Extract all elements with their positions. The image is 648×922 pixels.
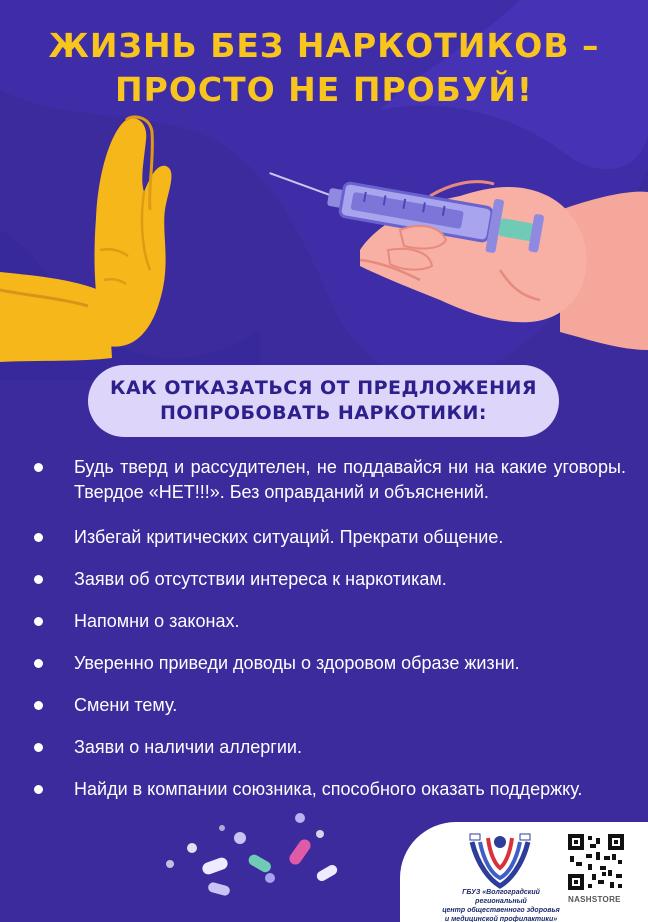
subtitle-line-2: ПОПРОБОВАТЬ НАРКОТИКИ: (159, 402, 487, 424)
title-line-1: ЖИЗНЬ БЕЗ НАРКОТИКОВ – (48, 26, 600, 65)
list-item (30, 455, 626, 505)
bullet-icon (34, 743, 43, 752)
tip-text: Смени тему. (74, 695, 178, 715)
list-item (30, 609, 626, 634)
bullet-icon (34, 785, 43, 794)
organization-line-1: ГБУЗ «Волгоградский региональный (462, 889, 540, 905)
organization-line-3: и медицинской профилактики» (444, 916, 558, 922)
organization-name (438, 888, 564, 922)
organization-card (400, 822, 648, 922)
title-line-2: ПРОСТО НЕ ПРОБУЙ! (115, 70, 533, 109)
list-item (30, 651, 626, 676)
list-item (30, 693, 626, 718)
store-label: NASHSTORE (568, 895, 621, 904)
tip-text: Заяви о наличии аллергии. (74, 737, 302, 757)
bullet-icon (34, 575, 43, 584)
tip-text: Будь тверд и рассудителен, не поддавайся ни на какие уговоры. Твердое «НЕТ!!!». Без оправданий и объяснений. (74, 457, 626, 502)
tip-text: Уверенно приведи доводы о здоровом образе жизни. (74, 653, 520, 673)
list-item (30, 525, 626, 550)
list-item (30, 567, 626, 592)
page-title (0, 24, 648, 112)
tip-text: Найди в компании союзника, способного оказать поддержку. (74, 779, 583, 799)
bullet-icon (34, 533, 43, 542)
list-item (30, 777, 626, 802)
tip-text: Избегай критических ситуаций. Прекрати общение. (74, 527, 504, 547)
subtitle-box (88, 365, 559, 437)
pills-illustration (150, 808, 350, 922)
bullet-icon (34, 617, 43, 626)
organization-line-2: центр общественного здоровья (442, 907, 560, 914)
tips-list (30, 455, 626, 802)
tip-text: Напомни о законах. (74, 611, 240, 631)
qr-code-icon (568, 834, 624, 890)
bullet-icon (34, 701, 43, 710)
subtitle-line-1: КАК ОТКАЗАТЬСЯ ОТ ПРЕДЛОЖЕНИЯ (109, 377, 538, 399)
organization-logo-icon (460, 828, 540, 890)
hands-syringe-illustration (0, 100, 648, 380)
bullet-icon (34, 463, 43, 472)
bullet-icon (34, 659, 43, 668)
tip-text: Заяви об отсутствии интереса к наркотикам. (74, 569, 447, 589)
list-item (30, 735, 626, 760)
